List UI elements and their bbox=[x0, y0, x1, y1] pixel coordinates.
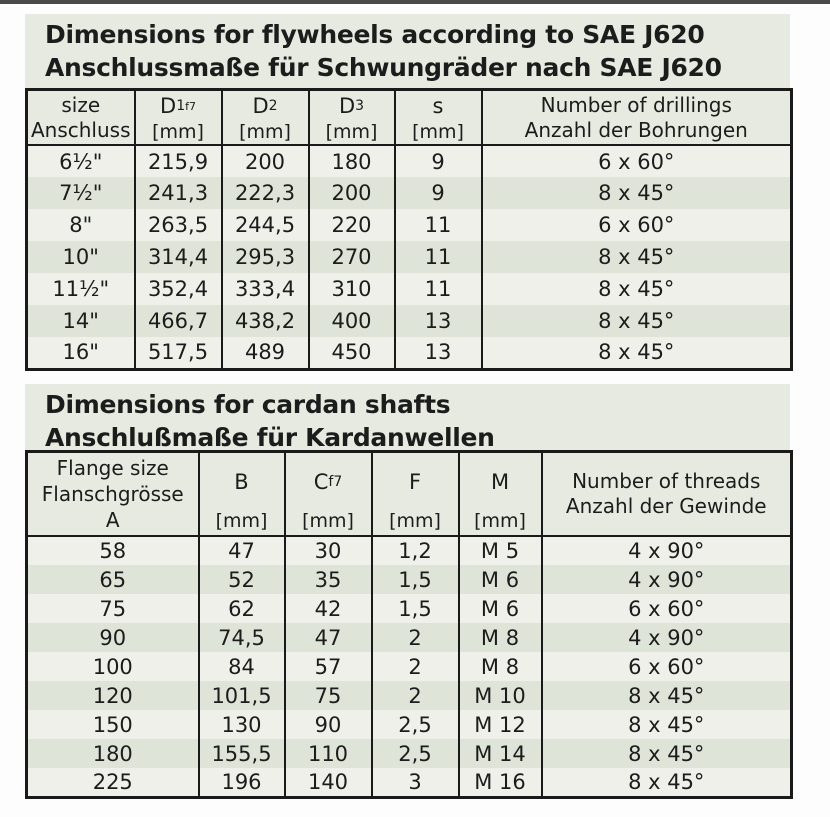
table-cell: 352,4 bbox=[135, 273, 222, 305]
table-cell: M 16 bbox=[459, 768, 542, 797]
table-cell: 196 bbox=[199, 768, 285, 797]
cardan-title-german: Anschlußmaße für Kardanwellen bbox=[45, 423, 495, 452]
table-cell: 6 x 60° bbox=[482, 209, 792, 241]
table-cell: 8 x 45° bbox=[542, 681, 792, 710]
cardan-table-body bbox=[27, 536, 792, 797]
header-threads-line2: Anzahl der Gewinde bbox=[565, 494, 767, 518]
table-cell: 241,3 bbox=[135, 177, 222, 209]
table-cell: 8 x 45° bbox=[542, 768, 792, 797]
table-cell: 466,7 bbox=[135, 305, 222, 337]
header-flange-line3: A bbox=[105, 508, 120, 532]
table-cell: 2,5 bbox=[372, 710, 459, 739]
table-cell: 47 bbox=[285, 623, 372, 652]
table-cell: 1,5 bbox=[372, 565, 459, 594]
table-cell: 10" bbox=[27, 241, 135, 273]
column-header-b bbox=[199, 452, 285, 537]
table-cell: 11 bbox=[395, 209, 482, 241]
table-cell: 2,5 bbox=[372, 739, 459, 768]
unit-c: [mm] bbox=[302, 510, 354, 532]
table-row bbox=[27, 768, 792, 797]
flywheel-title-english: Dimensions for flywheels according to SAE J620 bbox=[45, 20, 705, 49]
table-cell: 52 bbox=[199, 565, 285, 594]
table-cell: 225 bbox=[27, 768, 199, 797]
column-header-threads bbox=[542, 452, 792, 537]
column-header-cf7 bbox=[285, 452, 372, 537]
table-cell: 200 bbox=[309, 177, 395, 209]
table-cell: 58 bbox=[27, 536, 199, 565]
table-cell: 6 x 60° bbox=[542, 594, 792, 623]
column-header-s bbox=[395, 90, 482, 146]
table-row bbox=[27, 305, 792, 337]
unit-b: [mm] bbox=[215, 510, 268, 532]
table-row bbox=[27, 565, 792, 594]
header-flange-line1: Flange size bbox=[56, 456, 169, 480]
table-row bbox=[27, 594, 792, 623]
table-cell: 11 bbox=[395, 273, 482, 305]
cardan-title-english: Dimensions for cardan shafts bbox=[45, 390, 451, 419]
table-cell: 517,5 bbox=[135, 337, 222, 369]
table-row bbox=[27, 710, 792, 739]
table-cell: 57 bbox=[285, 652, 372, 681]
table-cell: 65 bbox=[27, 565, 199, 594]
cardan-section-title bbox=[25, 384, 790, 450]
table-cell: 4 x 90° bbox=[542, 565, 792, 594]
table-cell: 333,4 bbox=[222, 273, 309, 305]
symbol-d3: D bbox=[338, 94, 356, 118]
table-cell: 2 bbox=[372, 652, 459, 681]
unit-d3: [mm] bbox=[325, 121, 378, 143]
flywheel-dimensions-table bbox=[25, 88, 793, 371]
table-row bbox=[27, 241, 792, 273]
symbol-d2-sub: 2 bbox=[268, 98, 278, 114]
table-cell: M 8 bbox=[459, 623, 542, 652]
table-cell: 8 x 45° bbox=[482, 337, 792, 369]
symbol-c-sub: f7 bbox=[328, 473, 343, 490]
table-cell: 180 bbox=[27, 739, 199, 768]
unit-d1: [mm] bbox=[152, 121, 204, 143]
table-cell: 84 bbox=[199, 652, 285, 681]
table-cell: 6½" bbox=[27, 145, 135, 177]
table-cell: 75 bbox=[27, 594, 199, 623]
header-size-line2: Anschluss bbox=[30, 117, 131, 142]
table-cell: 215,9 bbox=[135, 145, 222, 177]
table-cell: 90 bbox=[27, 623, 199, 652]
table-cell: M 5 bbox=[459, 536, 542, 565]
table-row bbox=[27, 652, 792, 681]
flywheel-section-title bbox=[25, 14, 790, 88]
table-cell: 310 bbox=[309, 273, 395, 305]
table-row bbox=[27, 209, 792, 241]
table-cell: 62 bbox=[199, 594, 285, 623]
table-cell: 110 bbox=[285, 739, 372, 768]
table-cell: 8 x 45° bbox=[482, 177, 792, 209]
table-cell: 35 bbox=[285, 565, 372, 594]
table-cell: 7½" bbox=[27, 177, 135, 209]
header-drillings-line2: Anzahl der Bohrungen bbox=[524, 117, 748, 142]
unit-s: [mm] bbox=[412, 121, 464, 143]
symbol-d2: D bbox=[252, 94, 269, 118]
table-cell: 13 bbox=[395, 337, 482, 369]
header-threads-line1: Number of threads bbox=[572, 469, 761, 493]
table-cell: 100 bbox=[27, 652, 199, 681]
header-flange-line2: Flanschgrösse bbox=[41, 482, 184, 506]
symbol-b: B bbox=[234, 469, 249, 494]
table-cell: 8 x 45° bbox=[542, 739, 792, 768]
table-cell: 9 bbox=[395, 177, 482, 209]
table-cell: 4 x 90° bbox=[542, 536, 792, 565]
table-cell: 220 bbox=[309, 209, 395, 241]
table-cell: M 8 bbox=[459, 652, 542, 681]
table-row bbox=[27, 177, 792, 209]
table-cell: 6 x 60° bbox=[482, 145, 792, 177]
table-cell: 9 bbox=[395, 145, 482, 177]
symbol-m: M bbox=[490, 469, 510, 494]
table-cell: M 6 bbox=[459, 565, 542, 594]
table-cell: 11 bbox=[395, 241, 482, 273]
column-header-d1f7 bbox=[135, 90, 222, 146]
symbol-d3-sub: 3 bbox=[355, 98, 365, 114]
symbol-d1-subsub: f7 bbox=[185, 99, 196, 113]
table-row bbox=[27, 739, 792, 768]
table-cell: 140 bbox=[285, 768, 372, 797]
table-cell: 400 bbox=[309, 305, 395, 337]
table-row bbox=[27, 681, 792, 710]
table-cell: 244,5 bbox=[222, 209, 309, 241]
unit-d2: [mm] bbox=[239, 121, 291, 143]
column-header-m bbox=[459, 452, 542, 537]
table-cell: 8 x 45° bbox=[482, 305, 792, 337]
column-header-f bbox=[372, 452, 459, 537]
table-cell: 2 bbox=[372, 681, 459, 710]
column-header-size bbox=[27, 90, 135, 146]
table-cell: 314,4 bbox=[135, 241, 222, 273]
table-cell: 101,5 bbox=[199, 681, 285, 710]
table-cell: M 10 bbox=[459, 681, 542, 710]
column-header-d3 bbox=[309, 90, 395, 146]
flywheel-title-german: Anschlussmaße für Schwungräder nach SAE J620 bbox=[45, 53, 722, 82]
table-cell: 8 x 45° bbox=[482, 273, 792, 305]
symbol-s: s bbox=[432, 94, 444, 118]
table-row bbox=[27, 337, 792, 369]
table-cell: 295,3 bbox=[222, 241, 309, 273]
table-cell: 8 x 45° bbox=[542, 710, 792, 739]
table-cell: 3 bbox=[372, 768, 459, 797]
column-header-d2 bbox=[222, 90, 309, 146]
table-cell: 200 bbox=[222, 145, 309, 177]
table-cell: 47 bbox=[199, 536, 285, 565]
flywheel-table-body bbox=[27, 145, 792, 369]
column-header-flange-size bbox=[27, 452, 199, 537]
symbol-f: F bbox=[408, 469, 422, 494]
symbol-c: C bbox=[313, 469, 329, 494]
table-cell: 75 bbox=[285, 681, 372, 710]
cardan-dimensions-table bbox=[25, 450, 793, 799]
table-cell: 4 x 90° bbox=[542, 623, 792, 652]
header-drillings-line1: Number of drillings bbox=[540, 92, 732, 117]
table-cell: 11½" bbox=[27, 273, 135, 305]
table-cell: 1,5 bbox=[372, 594, 459, 623]
table-cell: 14" bbox=[27, 305, 135, 337]
table-cell: 120 bbox=[27, 681, 199, 710]
table-cell: M 6 bbox=[459, 594, 542, 623]
table-cell: 74,5 bbox=[199, 623, 285, 652]
table-cell: 8 x 45° bbox=[482, 241, 792, 273]
table-cell: 450 bbox=[309, 337, 395, 369]
table-cell: M 12 bbox=[459, 710, 542, 739]
table-cell: 2 bbox=[372, 623, 459, 652]
table-cell: 155,5 bbox=[199, 739, 285, 768]
unit-f: [mm] bbox=[389, 510, 441, 532]
symbol-d1: D bbox=[160, 94, 177, 118]
table-row bbox=[27, 536, 792, 565]
cardan-table-header bbox=[27, 452, 792, 537]
unit-m: [mm] bbox=[474, 510, 526, 532]
table-cell: 180 bbox=[309, 145, 395, 177]
table-cell: 263,5 bbox=[135, 209, 222, 241]
symbol-d1-sub: 1 bbox=[176, 98, 186, 114]
table-row bbox=[27, 145, 792, 177]
table-cell: 222,3 bbox=[222, 177, 309, 209]
table-row bbox=[27, 623, 792, 652]
table-cell: 130 bbox=[199, 710, 285, 739]
table-cell: 42 bbox=[285, 594, 372, 623]
scan-edge-artifact bbox=[0, 0, 830, 4]
table-cell: 6 x 60° bbox=[542, 652, 792, 681]
column-header-drillings bbox=[482, 90, 792, 146]
table-cell: 150 bbox=[27, 710, 199, 739]
flywheel-table-header bbox=[27, 90, 792, 146]
table-cell: 1,2 bbox=[372, 536, 459, 565]
table-cell: 270 bbox=[309, 241, 395, 273]
table-cell: 90 bbox=[285, 710, 372, 739]
table-cell: 438,2 bbox=[222, 305, 309, 337]
table-cell: 489 bbox=[222, 337, 309, 369]
table-cell: 8" bbox=[27, 209, 135, 241]
table-row bbox=[27, 273, 792, 305]
table-cell: 13 bbox=[395, 305, 482, 337]
table-cell: M 14 bbox=[459, 739, 542, 768]
header-size-line1: size bbox=[61, 92, 101, 117]
table-cell: 16" bbox=[27, 337, 135, 369]
table-cell: 30 bbox=[285, 536, 372, 565]
